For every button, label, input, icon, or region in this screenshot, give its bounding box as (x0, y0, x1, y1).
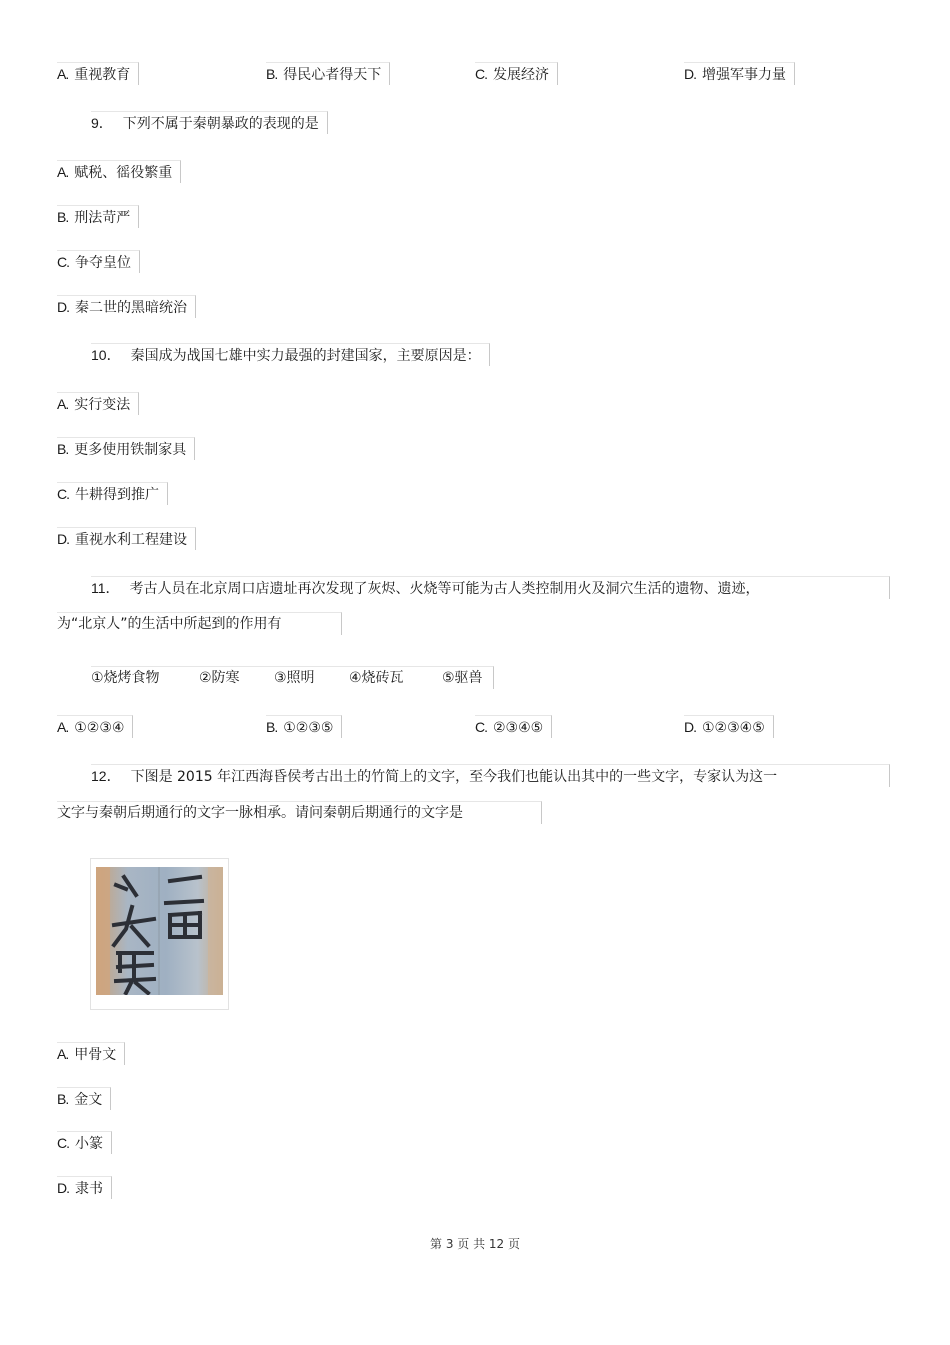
option-text: ①②③④ (74, 720, 125, 736)
q11-option-c[interactable] (475, 715, 552, 738)
option-letter: A. (57, 719, 69, 735)
statement-item: ②防寒 (199, 670, 240, 686)
option-letter: B. (266, 66, 278, 82)
bamboo-slip-picture (96, 867, 223, 995)
option-letter: B. (266, 719, 278, 735)
option-text: ①②③④⑤ (702, 720, 765, 736)
option-letter: B. (57, 1091, 69, 1107)
page-footer: 第 3 页 共 12 页 (430, 1237, 520, 1251)
option-text: 小篆 (75, 1136, 103, 1152)
option-letter: A. (57, 66, 69, 82)
question-number: 10． (91, 347, 121, 363)
q12-stem-line2 (57, 801, 542, 824)
option-letter: C. (475, 66, 487, 82)
q12-stem-line1 (91, 764, 890, 787)
option-letter: A. (57, 1046, 69, 1062)
question-text: 下图是 2015 年江西海昏侯考古出土的竹简上的文字，至今我们也能认出其中的一些文字，专家认为这一 (130, 769, 778, 785)
q12-option-a[interactable] (57, 1042, 125, 1065)
option-text: ②③④⑤ (493, 720, 544, 736)
q11-stem-line2 (57, 612, 342, 635)
q11-stem-line1 (91, 576, 890, 599)
option-text: 秦二世的黑暗统治 (75, 300, 187, 316)
option-text: 重视水利工程建设 (75, 532, 187, 548)
statement-item: ④烧砖瓦 (349, 670, 404, 686)
option-letter: D. (57, 531, 69, 547)
option-letter: D. (57, 299, 69, 315)
option-text: 实行变法 (74, 397, 131, 413)
option-text: 赋税、徭役繁重 (74, 165, 173, 181)
q11-option-b[interactable] (266, 715, 342, 738)
option-text: 增强军事力量 (702, 67, 786, 83)
question-number: 11． (91, 580, 120, 596)
statement-item: ⑤驱兽 (442, 670, 483, 686)
question-text: 文字与秦朝后期通行的文字一脉相承。请问秦朝后期通行的文字是 (57, 805, 463, 821)
option-text: 牛耕得到推广 (75, 487, 159, 503)
bamboo-slip-image (90, 858, 229, 1010)
question-text: 为“北京人”的生活中所起到的作用有 (57, 616, 282, 632)
q10-option-c[interactable] (57, 482, 168, 505)
option-letter: A. (57, 396, 69, 412)
q8-option-a[interactable] (57, 62, 139, 85)
option-text: 更多使用铁制家具 (74, 442, 187, 458)
option-text: 甲骨文 (74, 1047, 117, 1063)
option-letter: C. (57, 1135, 69, 1151)
option-letter: C. (57, 486, 69, 502)
question-text: 秦国成为战国七雄中实力最强的封建国家，主要原因是： (130, 348, 481, 364)
q8-option-b[interactable] (266, 62, 390, 85)
q9-option-b[interactable] (57, 205, 139, 228)
q11-option-a[interactable] (57, 715, 133, 738)
option-letter: B. (57, 441, 69, 457)
option-text: 争夺皇位 (75, 255, 131, 271)
option-letter: C. (57, 254, 69, 270)
question-text: 下列不属于秦朝暴政的表现的是 (122, 116, 319, 132)
option-letter: C. (475, 719, 487, 735)
q10-option-d[interactable] (57, 527, 196, 550)
question-text: 考古人员在北京周口店遗址再次发现了灰烬、火烧等可能为古人类控制用火及洞穴生活的遗物、遗迹， (129, 581, 760, 597)
q11-option-d[interactable] (684, 715, 774, 738)
option-letter: D. (684, 719, 696, 735)
q12-option-c[interactable] (57, 1131, 112, 1154)
option-text: ①②③⑤ (283, 720, 334, 736)
q9-stem (91, 111, 328, 134)
option-letter: D. (684, 66, 696, 82)
q12-option-b[interactable] (57, 1087, 111, 1110)
q8-option-d[interactable] (684, 62, 795, 85)
option-letter: B. (57, 209, 69, 225)
option-text: 发展经济 (493, 67, 549, 83)
option-letter: A. (57, 164, 69, 180)
option-text: 得民心者得天下 (283, 67, 382, 83)
question-number: 9． (91, 115, 113, 131)
question-number: 12． (91, 768, 121, 784)
q9-option-c[interactable] (57, 250, 140, 273)
option-text: 刑法苛严 (74, 210, 131, 226)
q10-option-b[interactable] (57, 437, 195, 460)
q9-option-a[interactable] (57, 160, 181, 183)
option-text: 隶书 (75, 1181, 103, 1197)
q8-option-c[interactable] (475, 62, 558, 85)
statement-item: ③照明 (274, 670, 315, 686)
q9-option-d[interactable] (57, 295, 196, 318)
option-letter: D. (57, 1180, 69, 1196)
option-text: 重视教育 (74, 67, 131, 83)
q10-stem (91, 343, 490, 366)
option-text: 金文 (74, 1092, 103, 1108)
q10-option-a[interactable] (57, 392, 139, 415)
statement-item: ①烧烤食物 (91, 670, 160, 686)
q11-items (91, 666, 494, 689)
q12-option-d[interactable] (57, 1176, 112, 1199)
